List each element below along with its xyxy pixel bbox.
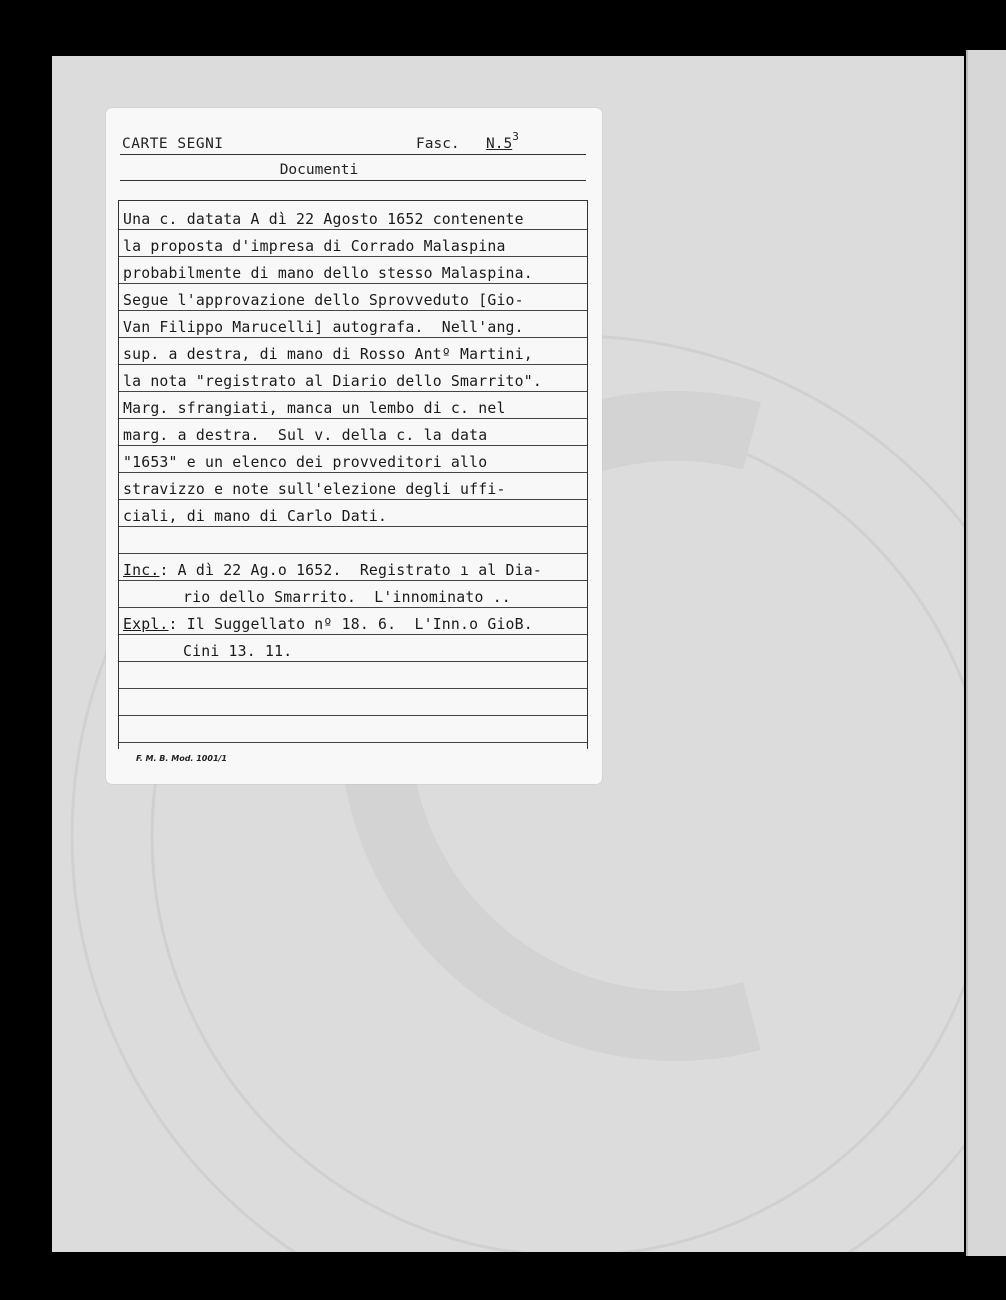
ruled-line <box>119 337 587 338</box>
folder-edge <box>966 50 1006 1256</box>
ruled-line <box>119 364 587 365</box>
ruled-line <box>119 688 587 689</box>
ruled-line <box>119 283 587 284</box>
description-line: la proposta d'impresa di Corrado Malaspina <box>123 238 506 255</box>
header-collection: CARTE SEGNI <box>122 136 224 152</box>
description-line: sup. a destra, di mano di Rosso Antº Martini, <box>123 346 533 363</box>
header-fasc-label: Fasc. <box>416 136 460 152</box>
ruled-line <box>119 607 587 608</box>
description-line: Una c. datata A dì 22 Agosto 1652 contenente <box>123 211 524 228</box>
description-line: ciali, di mano di Carlo Dati. <box>123 508 388 525</box>
ruled-line <box>119 499 587 500</box>
header-rule <box>120 154 586 155</box>
ruled-line <box>119 634 587 635</box>
header-number: $N.5^3$ <box>486 130 519 152</box>
expl-text: : Il Suggellato nº 18. 6. L'Inn.o GioB. <box>168 616 533 633</box>
ruled-line <box>119 229 587 230</box>
ruled-line <box>119 526 587 527</box>
description-line: marg. a destra. Sul v. della c. la data <box>123 427 488 444</box>
incipit-row <box>183 643 292 660</box>
ruled-line <box>119 256 587 257</box>
expl-label: Expl. <box>123 616 169 633</box>
incipit-row <box>183 589 511 606</box>
ruled-line <box>119 715 587 716</box>
catalog-card <box>106 108 602 784</box>
ruled-line <box>119 580 587 581</box>
inc-text-cont: rio dello Smarrito. L'innominato .. <box>183 589 511 606</box>
description-line: la nota "registrato al Diario dello Smarrito". <box>123 373 542 390</box>
card-footer: F. M. B. Mod. 1001/1 <box>136 754 227 763</box>
description-line: Van Filippo Marucelli] autografa. Nell'ang. <box>123 319 524 336</box>
ruled-line <box>119 742 587 743</box>
expl-text-cont: Cini 13. 11. <box>183 643 293 660</box>
ruled-line <box>119 310 587 311</box>
ruled-line <box>119 445 587 446</box>
description-line: Marg. sfrangiati, manca un lembo di c. nel <box>123 400 506 417</box>
ruled-line <box>119 391 587 392</box>
inc-text: : A dì 22 Ag.o 1652. Registrato ı al Dia- <box>159 562 542 579</box>
description-line: "1653" e un elenco dei provveditori allo <box>123 454 488 471</box>
incipit-row <box>123 616 533 633</box>
ruled-line <box>119 472 587 473</box>
card-grid <box>118 200 588 749</box>
inc-label: Inc. <box>123 562 160 579</box>
ruled-line <box>119 661 587 662</box>
ruled-line <box>119 418 587 419</box>
card-header <box>120 130 586 158</box>
title-rule <box>120 180 586 181</box>
description-line: Segue l'approvazione dello Sprovveduto [Gio- <box>123 292 524 309</box>
description-line: probabilmente di mano dello stesso Malaspina. <box>123 265 533 282</box>
card-title: Documenti <box>279 162 359 178</box>
ruled-line <box>119 553 587 554</box>
description-line: stravizzo e note sull'elezione degli uffi- <box>123 481 506 498</box>
header-number-sup: 3 <box>512 130 519 143</box>
incipit-row <box>123 562 542 579</box>
